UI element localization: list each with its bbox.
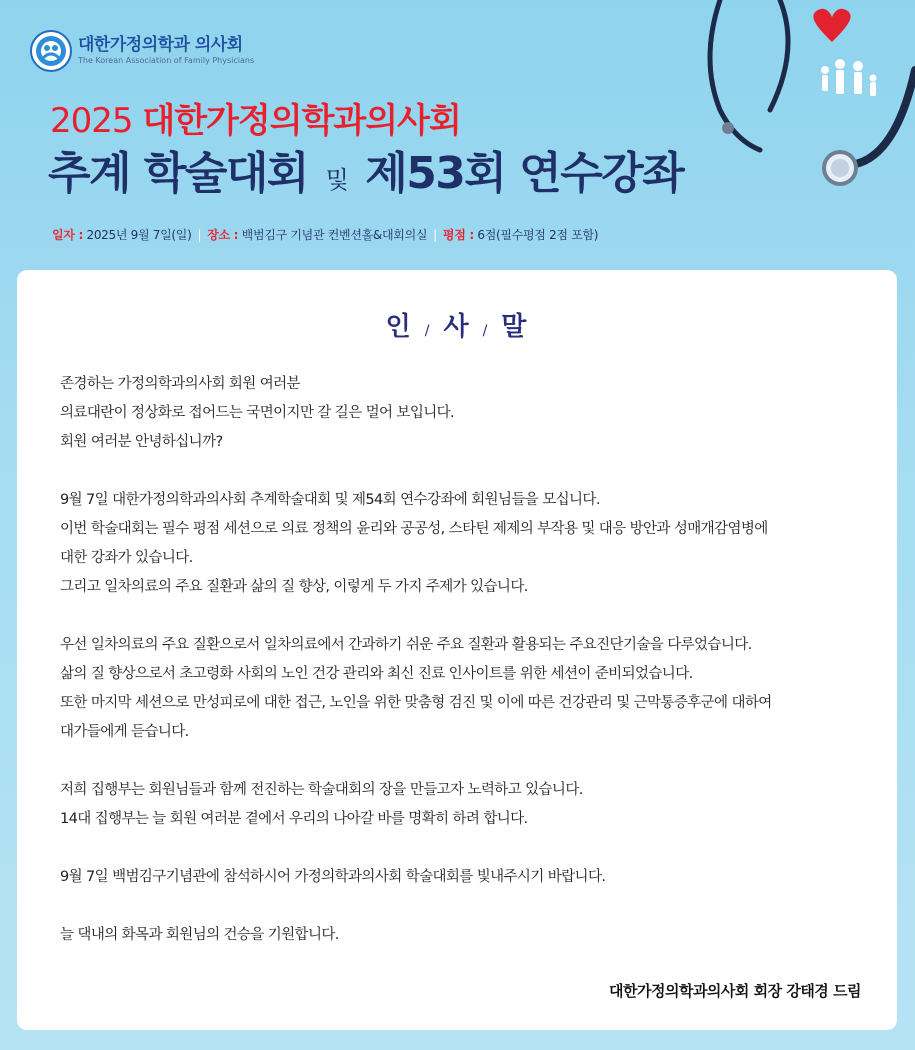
body-line: 삶의 질 향상으로서 초고령화 사회의 노인 건강 관리와 최신 진료 인사이트를 위한 세션이 준비되었습니다. <box>60 666 693 682</box>
greeting-body <box>60 370 890 950</box>
greeting-card <box>17 270 897 1030</box>
place-value: 백범김구 기념관 컨벤션홀&대회의실 <box>238 228 428 242</box>
event-title-line1 <box>50 100 461 142</box>
body-line: 회원 여러분 안녕하십니까? <box>60 434 223 450</box>
heart-icon <box>813 9 850 42</box>
stethoscope-illustration <box>680 0 915 200</box>
greeting-title-char: 말 <box>501 312 529 342</box>
logo-emblem-icon <box>30 30 72 72</box>
greeting-title <box>17 306 897 343</box>
body-line: 늘 댁내의 화목과 회원님의 건승을 기원합니다. <box>60 927 339 943</box>
paragraph-gap <box>60 892 890 921</box>
body-line: 우선 일차의료의 주요 질환으로서 일차의료에서 간과하기 쉬운 주요 질환과 활용되는 주요진단기술을 다루었습니다. <box>60 637 752 653</box>
score-label: 평점 : <box>442 228 474 242</box>
body-line: 그리고 일차의료의 주요 질환과 삶의 질 향상, 이렇게 두 가지 주제가 있습니다. <box>60 579 528 595</box>
paragraph-gap <box>60 602 890 631</box>
separator: | <box>197 228 202 242</box>
paragraph-gap <box>60 834 890 863</box>
logo-korean-name: 대한가정의학과 의사회 <box>78 35 243 55</box>
score-value: 6점(필수평점 2점 포함) <box>473 228 599 242</box>
greeting-title-slash: / <box>482 323 490 339</box>
body-line: 존경하는 가정의학과의사회 회원 여러분 <box>60 376 300 392</box>
stethoscope-icon <box>710 0 915 184</box>
title-year: 2025 <box>50 101 143 141</box>
body-line: 9월 7일 대한가정의학과의사회 추계학술대회 및 제54회 연수강좌에 회원님들을 모십니다. <box>60 492 600 508</box>
body-line: 저희 집행부는 회원님들과 함께 전진하는 학술대회의 장을 만들고자 노력하고 있습니다. <box>60 782 583 798</box>
greeting-title-slash: / <box>424 323 432 339</box>
header-banner <box>0 0 915 270</box>
body-line: 이번 학술대회는 필수 평점 세션으로 의료 정책의 윤리와 공공성, 스타틴 제제의 부작용 및 대응 방안과 성매개감염병에 <box>60 521 768 537</box>
title-organization: 대한가정의학과의사회 <box>142 101 461 141</box>
title-and: 및 <box>325 166 348 194</box>
date-label: 일자 : <box>52 228 83 242</box>
body-line: 대가들에게 듣습니다. <box>60 724 189 740</box>
body-line: 또한 마지막 세션으로 만성피로에 대한 접근, 노인을 위한 맞춤형 검진 및 이에 따른 건강관리 및 근막통증후군에 대하여 <box>60 695 772 711</box>
family-icon <box>821 59 877 96</box>
body-line: 의료대란이 정상화로 접어드는 국면이지만 갈 길은 멀어 보입니다. <box>60 405 455 421</box>
body-line: 대한 강좌가 있습니다. <box>60 550 193 566</box>
event-title-line2 <box>48 146 683 208</box>
body-line: 14대 집행부는 늘 회원 여러분 곁에서 우리의 나아갈 바를 명확히 하려 합니다. <box>60 811 528 827</box>
paragraph-gap <box>60 457 890 486</box>
separator: | <box>433 228 437 242</box>
greeting-title-char: 인 <box>385 312 413 342</box>
association-logo <box>30 30 254 72</box>
title-part1: 추계 학술대회 <box>48 148 308 199</box>
body-line: 9월 7일 백범김구기념관에 참석하시어 가정의학과의사회 학술대회를 빛내주시기 바랍니다. <box>60 869 606 885</box>
place-label: 장소 : <box>207 228 239 242</box>
title-part2: 제53회 연수강좌 <box>365 148 684 199</box>
date-value: 2025년 9월 7일(일) <box>82 228 192 242</box>
greeting-title-char: 사 <box>443 312 471 342</box>
logo-english-name: The Korean Association of Family Physicians <box>78 56 255 65</box>
paragraph-gap <box>60 747 890 776</box>
event-info-line <box>52 226 598 243</box>
signature: 대한가정의학과의사회 회장 강태경 드림 <box>609 982 861 1000</box>
